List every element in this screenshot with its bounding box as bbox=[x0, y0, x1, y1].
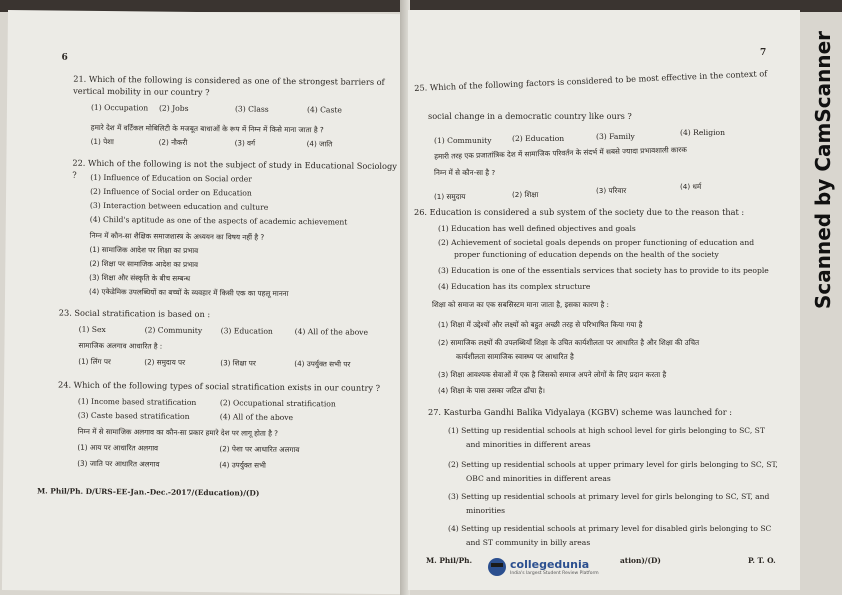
page-number: 6 bbox=[61, 52, 68, 63]
option: (1) Education has well defined objectives and goals bbox=[438, 224, 636, 233]
option: (2) Jobs bbox=[158, 103, 189, 113]
question-25-hindi: हमारी तरह एक प्रजातांत्रिक देश में सामाजिक परिवर्तन के संदर्भ में सबसे ज्यादा प्रभावशाली कारक bbox=[434, 144, 687, 161]
option: (1) आय पर आधारित अलगाव bbox=[77, 442, 159, 453]
option: (4) धर्म bbox=[680, 182, 702, 191]
option: (2) Achievement of societal goals depends on proper functioning of education and bbox=[438, 238, 755, 247]
question-25-cont: social change in a democratic country like ours ? bbox=[428, 111, 632, 121]
option: (2) समुदाय पर bbox=[144, 357, 186, 367]
collegedunia-logo bbox=[488, 558, 599, 576]
question-25-hindi-cont: निम्न में से कौन-सा है ? bbox=[434, 168, 496, 177]
option: (3) परिवार bbox=[596, 186, 627, 195]
page-number: 7 bbox=[760, 48, 767, 58]
option-cont: and minorities in different areas bbox=[466, 440, 591, 449]
question-26: 26. Education is considered a sub system of the society due to the reason that : bbox=[414, 207, 745, 217]
question-21-hindi: हमारे देश में वर्टिकल मोबिलिटी के मजबूत बाधाओं के रूप में निम्न में किसे माना जाता है ? bbox=[90, 122, 324, 135]
option: (4) Education has its complex structure bbox=[438, 282, 591, 291]
option: (4) उपर्युक्त सभी पर bbox=[294, 359, 351, 369]
question-26-hindi: शिक्षा को समाज का एक सबसिस्टम माना जाता है, इसका कारण है : bbox=[432, 300, 609, 309]
option: (1) Income based stratification bbox=[77, 396, 197, 407]
option: (4) Setting up residential schools at primary level for disabled girls belonging to SC bbox=[448, 524, 772, 533]
graduation-cap-icon bbox=[488, 558, 506, 576]
option: (2) नौकरी bbox=[158, 137, 188, 147]
page-footer-mid: ation)/(D) bbox=[620, 556, 661, 565]
question-24: 24. Which of the following types of social stratification exists in our country ? bbox=[58, 379, 381, 393]
question-27: 27. Kasturba Gandhi Balika Vidyalaya (KGBV) scheme was launched for : bbox=[428, 407, 732, 417]
option: (3) जाति पर आधारित अलगाव bbox=[77, 458, 160, 469]
option: (2) Setting up residential schools at upper primary level for girls belonging to SC, ST, bbox=[448, 460, 778, 469]
logo-tagline: India's largest Student Review Platform bbox=[510, 571, 599, 576]
option: (2) सामाजिक लक्ष्यों की उपलब्धियाँ शिक्षा के उचित कार्यशीलता पर आधारित है और शिक्षा की उचित bbox=[438, 338, 700, 347]
option-cont: minorities bbox=[466, 506, 506, 515]
question-21: 21. Which of the following is considered as one of the strongest barriers of vertical mobility in our country ? bbox=[73, 73, 385, 98]
right-page bbox=[408, 10, 800, 590]
option: (1) Setting up residential schools at high school level for girls belonging to SC, ST bbox=[448, 426, 765, 435]
option: (3) Setting up residential schools at primary level for girls belonging to SC, ST, and bbox=[448, 492, 770, 501]
option: (3) शिक्षा और संस्कृति के बीच सम्बन्ध bbox=[89, 272, 191, 283]
option: (1) लिंग पर bbox=[78, 356, 111, 367]
watermark-text: Scanned by CamScanner bbox=[811, 30, 835, 310]
page-footer: M. Phil/Ph. bbox=[426, 556, 473, 565]
question-25: 25. Which of the following factors is considered to be most effective in the context of bbox=[414, 68, 768, 93]
option: (2) Occupational stratification bbox=[219, 398, 336, 409]
option: (4) All of the above bbox=[219, 412, 294, 423]
option: (3) वर्ग bbox=[234, 138, 256, 148]
left-page bbox=[2, 10, 408, 594]
option: (4) Caste bbox=[306, 105, 342, 115]
question-22-hindi: निम्न में कौन-सा शैक्षिक समाजशास्त्र के अध्ययन का विषय नहीं है ? bbox=[89, 230, 265, 242]
option-cont: and ST community in billy areas bbox=[466, 538, 591, 547]
option: (2) Influence of Social order on Education bbox=[90, 186, 252, 198]
page-footer: M. Phil/Ph. D/URS-EE-Jan.-Dec.-2017/(Education)/(D) bbox=[36, 486, 260, 498]
option: (1) Community bbox=[434, 136, 492, 145]
camscanner-watermark bbox=[808, 30, 838, 310]
option: (4) उपर्युक्त सभी bbox=[219, 460, 266, 470]
option: (1) शिक्षा में उद्देश्यों और लक्ष्यों को बहुत अच्छी तरह से परिभाषित किया गया है bbox=[438, 320, 643, 329]
option: (1) पेशा bbox=[90, 136, 114, 147]
question-23-hindi: सामाजिक अलगाव आधारित है : bbox=[78, 340, 163, 351]
option: (3) Education is one of the essentials services that society has to provide to its people bbox=[438, 266, 769, 275]
option: (2) शिक्षा पर सामाजिक आदेश का प्रभाव bbox=[89, 258, 199, 270]
option: (3) शिक्षा आवश्यक सेवाओं में एक है जिसको समाज अपने लोगों के लिए प्रदान करता है bbox=[438, 370, 667, 379]
option: (1) सामाजिक आदेश पर शिक्षा का प्रभाव bbox=[89, 244, 199, 256]
option-cont: OBC and minorities in different areas bbox=[466, 474, 611, 483]
option: (4) शिक्षा के पास उसका जटिल ढाँचा है। bbox=[438, 386, 546, 395]
option: (1) समुदाय bbox=[434, 192, 466, 201]
option: (3) शिक्षा पर bbox=[220, 358, 256, 368]
option: (4) एकेडेमिक उपलब्धियों का बच्चों के व्यवहार में किसी एक का पहलू मानना bbox=[89, 286, 289, 298]
logo-name: collegedunia bbox=[510, 558, 590, 571]
option: (4) Religion bbox=[680, 128, 725, 137]
option: (2) पेशा पर आधारित अलगाव bbox=[219, 444, 300, 455]
option-cont: proper functioning of education depends on the health of the society bbox=[454, 250, 719, 259]
option: (3) Family bbox=[596, 132, 635, 141]
option: (4) जाति bbox=[306, 139, 333, 149]
question-22: 22. Which of the following is not the subject of study in Educational Sociology ? bbox=[72, 157, 397, 180]
option: (3) Interaction between education and culture bbox=[89, 200, 269, 212]
option: (4) Child's aptitude as one of the aspects of academic achievement bbox=[89, 214, 348, 227]
option: (1) Sex bbox=[78, 324, 106, 335]
option: (1) Influence of Education on Social order bbox=[90, 172, 252, 184]
option: (3) Education bbox=[220, 326, 273, 336]
option: (4) All of the above bbox=[294, 327, 369, 337]
pto-label: P. T. O. bbox=[748, 556, 776, 565]
option: (3) Class bbox=[234, 104, 269, 114]
option: (2) Education bbox=[512, 134, 565, 143]
question-24-hindi: निम्न में से सामाजिक अलगाव का कौन-सा प्रकार हमारे देश पर लागू होता है ? bbox=[77, 426, 279, 438]
option: (3) Caste based stratification bbox=[77, 410, 190, 421]
option-cont: कार्यशीलता सामाजिक स्वास्थ्य पर आधारित है bbox=[456, 352, 574, 361]
option: (2) शिक्षा bbox=[512, 190, 539, 199]
option: (1) Occupation bbox=[90, 102, 149, 113]
question-23: 23. Social stratification is based on : bbox=[58, 307, 211, 320]
option: (2) Community bbox=[144, 325, 203, 336]
